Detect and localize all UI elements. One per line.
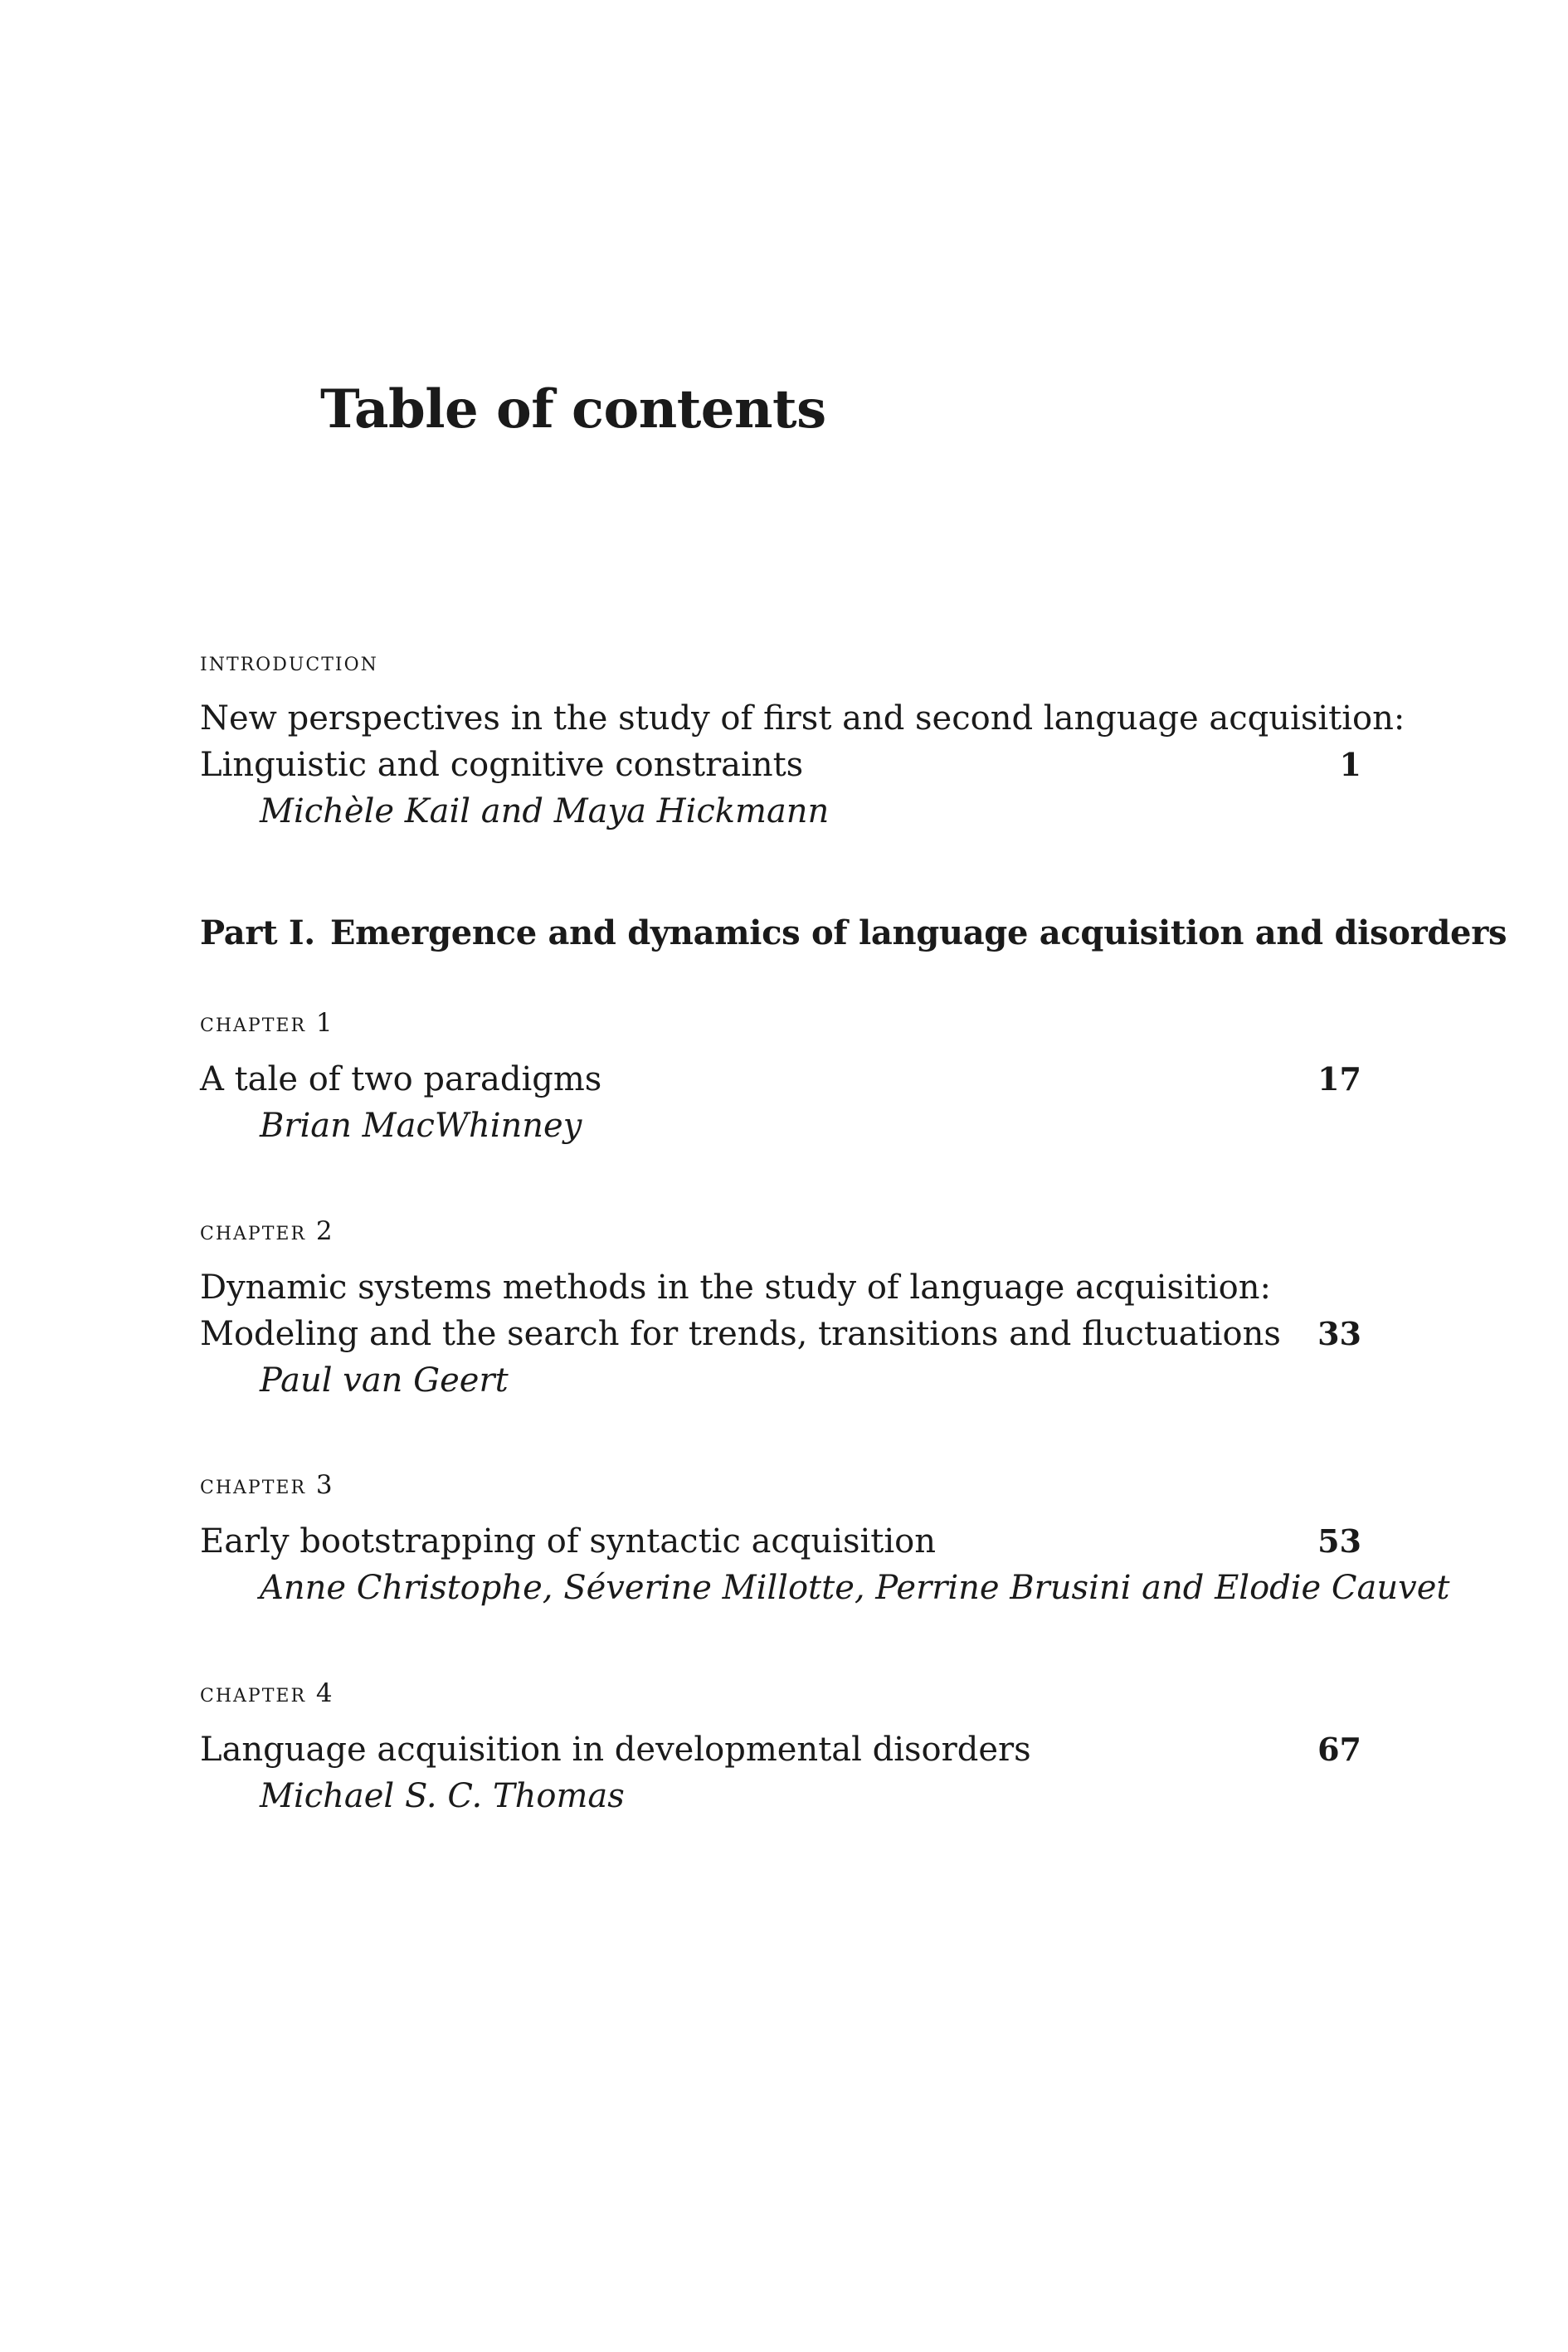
entry-label: chapter 3: [200, 1470, 334, 1500]
entry-label: introduction: [200, 647, 378, 677]
toc-entry-introduction: [200, 647, 1405, 835]
entry-authors: Anne Christophe, Séverine Millotte, Perrine Brusini and Elodie Cauvet: [260, 1569, 1450, 1607]
page-title: Table of contents: [320, 378, 826, 441]
entry-title: Language acquisition in developmental disorders: [200, 1731, 1031, 1769]
toc-entry-chapter-4: [200, 1678, 1361, 1819]
entry-title-line: [200, 695, 1405, 742]
entry-title-line: [200, 1518, 1361, 1565]
entry-label: chapter 1: [200, 1008, 334, 1038]
page-number: 1: [1339, 746, 1361, 783]
entry-authors: Michael S. C. Thomas: [260, 1777, 625, 1815]
entry-title-line: [200, 1311, 1361, 1357]
entry-title-line: [200, 1726, 1361, 1773]
toc-entry-chapter-3: [200, 1470, 1450, 1611]
entry-title-line: [200, 1056, 1361, 1103]
entry-label: chapter 4: [200, 1678, 334, 1708]
entry-title: New perspectives in the study of first and second language acquisition:: [200, 699, 1405, 738]
toc-entry-chapter-2: [200, 1216, 1361, 1404]
entry-title: Early bootstrapping of syntactic acquisition: [200, 1522, 937, 1561]
page-number: 53: [1317, 1522, 1361, 1560]
entry-authors: Michèle Kail and Maya Hickmann: [260, 792, 830, 830]
entry-authors: Paul van Geert: [260, 1361, 509, 1400]
entry-authors: Brian MacWhinney: [260, 1107, 582, 1145]
page-number: 67: [1317, 1731, 1361, 1768]
part-heading: [200, 913, 1507, 952]
entry-title: A tale of two paradigms: [200, 1060, 602, 1098]
entry-label: chapter 2: [200, 1216, 334, 1246]
part-title: Emergence and dynamics of language acquisition and disorders: [329, 913, 1507, 952]
part-number: Part I.: [200, 913, 315, 952]
entry-title: Dynamic systems methods in the study of language acquisition:: [200, 1269, 1271, 1307]
entry-title-line: [200, 742, 1361, 788]
entry-title: Modeling and the search for trends, transitions and fluctuations: [200, 1315, 1281, 1353]
entry-title-line: [200, 1264, 1361, 1311]
page-number: 17: [1317, 1060, 1361, 1098]
entry-title: Linguistic and cognitive constraints: [200, 746, 804, 784]
toc-entry-chapter-1: [200, 1010, 1361, 1149]
page-number: 33: [1317, 1315, 1361, 1352]
